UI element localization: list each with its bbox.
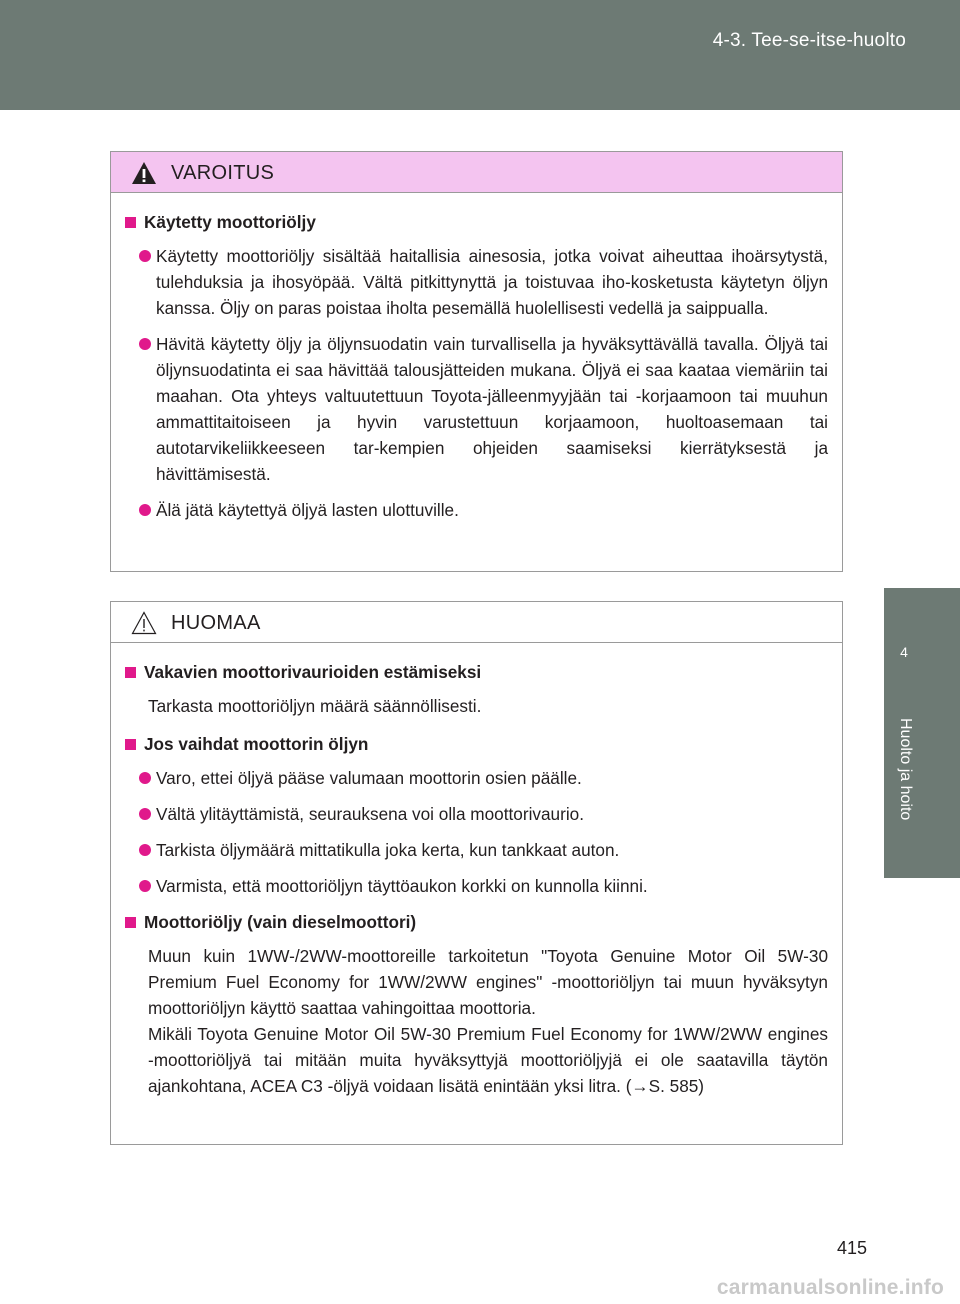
warning-bullet [139, 497, 828, 523]
notice-heading-text: Vakavien moottorivaurioiden estämiseksi [144, 662, 482, 682]
circle-bullet-icon [139, 250, 151, 262]
warning-content [111, 193, 842, 523]
notice-heading [125, 659, 828, 685]
warning-bullet [139, 331, 828, 487]
warning-heading [125, 209, 828, 235]
warning-title: VAROITUS [171, 162, 275, 184]
notice-bullet [139, 873, 828, 899]
warning-triangle-icon [131, 161, 157, 185]
warning-bullet-text: Älä jätä käytettyä öljyä lasten ulottuville. [156, 500, 459, 520]
chapter-title: Huolto ja hoito [897, 718, 914, 821]
notice-heading-text: Jos vaihdat moottorin öljyn [144, 734, 369, 754]
square-bullet-icon [125, 217, 136, 228]
notice-header [111, 602, 842, 643]
warning-box [110, 151, 843, 572]
notice-heading-text: Moottoriöljy (vain dieselmoottori) [144, 912, 417, 932]
caution-triangle-outline-icon [131, 611, 157, 635]
warning-header [111, 152, 842, 193]
section-title: 4-3. Tee-se-itse-huolto [712, 30, 906, 51]
warning-bullet-text: Hävitä käytetty öljy ja öljynsuodatin vain turvallisella ja hyväksyttävällä tavalla. Öljyä tai öljynsuodatinta ei saa hävittää talousjätteiden mukana. Öljyä ei saa kaataa viemäriin tai maahan. Ota yhteys valtuutettuun Toyota-jälleenmyyjään tai -korjaamoon tai muuhun ammattitaitoiseen ja hyvin varustettuun korjaamoon, huoltoasemaan tai autotarvikeliikkeeseen tar-kempien ohjeiden saamiseksi kierrätyksestä ja hävittämisestä. [156, 334, 828, 484]
crop-mark [954, 30, 960, 31]
notice-content [111, 643, 842, 1099]
notice-heading [125, 731, 828, 757]
notice-box [110, 601, 843, 1145]
notice-paragraph: Tarkasta moottoriöljyn määrä säännöllisesti. [148, 696, 482, 716]
watermark: carmanualsonline.info [716, 1276, 944, 1299]
notice-title: HUOMAA [171, 612, 261, 634]
circle-bullet-icon [139, 338, 151, 350]
notice-paragraph: Muun kuin 1WW-/2WW-moottoreille tarkoitetun "Toyota Genuine Motor Oil 5W-30 Premium Fuel Economy for 1WW/2WW engines" -moottoriöljyn tai muun hyväksytyn moottoriöljyn käyttö saattaa vahingoittaa moottoria. [148, 946, 828, 1018]
notice-bullet-text: Tarkista öljymäärä mittatikulla joka kerta, kun tankkaat auton. [156, 840, 620, 860]
notice-bullet-text: Varmista, että moottoriöljyn täyttöaukon korkki on kunnolla kiinni. [156, 876, 648, 896]
square-bullet-icon [125, 739, 136, 750]
notice-bullet [139, 765, 828, 791]
notice-paragraph: Mikäli Toyota Genuine Motor Oil 5W-30 Premium Fuel Economy for 1WW/2WW engines -moottoriöljyä tai mitään muita hyväksyttyjä moottoriöljyjä ei ole saatavilla täytön ajankohtana, ACEA C3 -öljyä voidaan lisätä enintään yksi litra. (→S. 585) [148, 1024, 828, 1096]
notice-bullet-text: Vältä ylitäyttämistä, seurauksena voi olla moottorivaurio. [156, 804, 584, 824]
circle-bullet-icon [139, 808, 151, 820]
warning-bullet [139, 243, 828, 321]
warning-bullet-text: Käytetty moottoriöljy sisältää haitallisia ainesosia, jotka voivat aiheuttaa ihoärsytystä, tulehduksia ja ihosyöpää. Vältä pitkittynyttä ja toistuvaa iho-kosketusta käytetyn öljyn kanssa. Öljy on paras poistaa iholta pesemällä huolellisesti vedellä ja saippualla. [156, 246, 828, 318]
notice-bullet [139, 801, 828, 827]
notice-heading [125, 909, 828, 935]
notice-bullet-text: Varo, ettei öljyä pääse valumaan moottorin osien päälle. [156, 768, 582, 788]
chapter-side-tab [884, 588, 960, 878]
square-bullet-icon [125, 917, 136, 928]
warning-heading-text: Käytetty moottoriöljy [144, 212, 316, 232]
circle-bullet-icon [139, 880, 151, 892]
notice-bullet [139, 837, 828, 863]
chapter-number: 4 [900, 644, 908, 660]
header-band [0, 0, 960, 110]
square-bullet-icon [125, 667, 136, 678]
circle-bullet-icon [139, 844, 151, 856]
circle-bullet-icon [139, 504, 151, 516]
page-number: 415 [836, 1238, 867, 1258]
circle-bullet-icon [139, 772, 151, 784]
